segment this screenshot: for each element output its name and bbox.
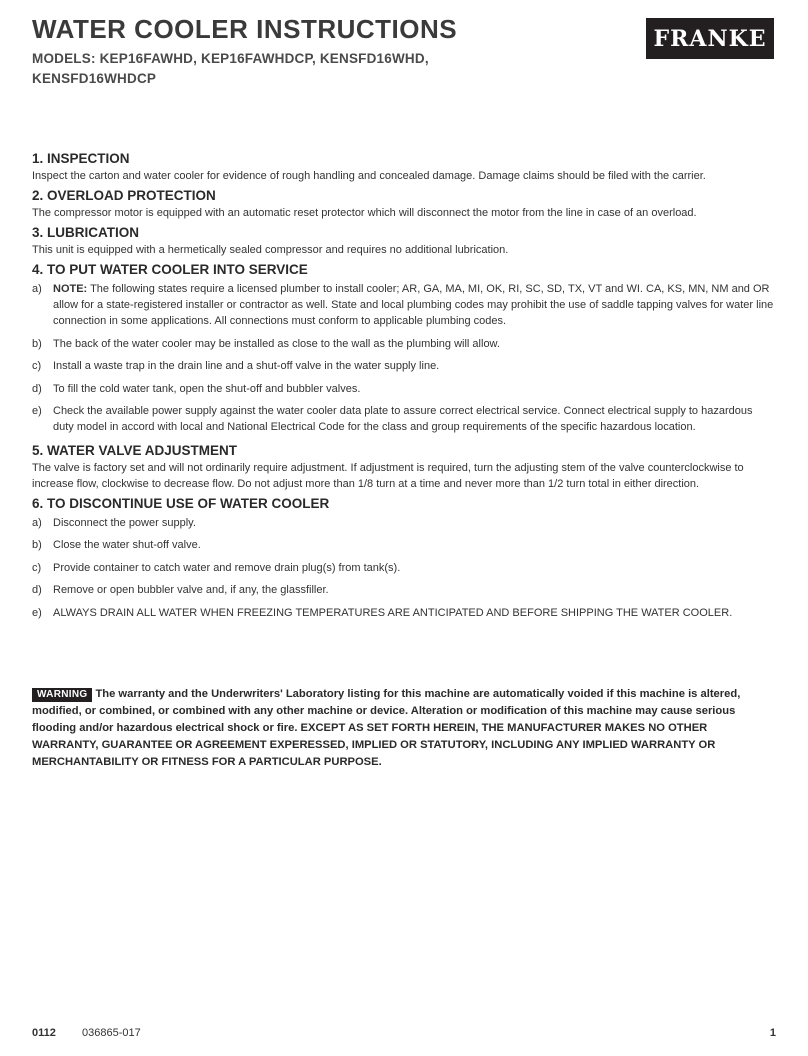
item-text: Remove or open bubbler valve and, if any, the glassfiller. bbox=[53, 584, 329, 596]
section-text: This unit is equipped with a hermetically sealed compressor and requires no additional lubrication. bbox=[32, 244, 509, 256]
warning-notice bbox=[32, 686, 774, 771]
item-text: ALWAYS DRAIN ALL WATER WHEN FREEZING TEMPERATURES ARE ANTICIPATED AND BEFORE SHIPPING THE WATER COOLER. bbox=[53, 606, 733, 619]
section-heading: 1. INSPECTION bbox=[32, 151, 130, 166]
item-letter: c) bbox=[32, 561, 42, 574]
item-text: The following states require a licensed plumber to install cooler; AR, GA, MA, MI, OK, RI, SC, SD, TX, VT and WI. CA, KS, MN, NM and OR allow for a state-registered installer or contractor as well. State and local plumbing codes may prohibit the use of saddle tapping valves for water line connection in some applications. All connections must conform to applicable plumbing codes. bbox=[53, 283, 774, 327]
list-item bbox=[32, 358, 774, 374]
item-letter: d) bbox=[32, 584, 42, 596]
page-number: 1 bbox=[769, 1027, 776, 1039]
section-heading: 2. OVERLOAD PROTECTION bbox=[32, 188, 216, 203]
item-letter: b) bbox=[32, 539, 42, 551]
section-put-into-service bbox=[32, 261, 774, 435]
item-letter: e) bbox=[32, 405, 42, 417]
warning-badge: WARNING bbox=[32, 688, 92, 702]
item-letter: c) bbox=[32, 360, 42, 372]
list-item bbox=[32, 336, 774, 352]
footer-document-number: 036865-017 bbox=[82, 1027, 141, 1039]
item-text: The back of the water cooler may be installed as close to the wall as the plumbing will allow. bbox=[53, 337, 500, 350]
section-inspection bbox=[32, 150, 774, 184]
section-heading: 6. TO DISCONTINUE USE OF WATER COOLER bbox=[32, 495, 330, 511]
list-item bbox=[32, 537, 774, 553]
instructions-body bbox=[32, 150, 774, 627]
document-title: WATER COOLER INSTRUCTIONS bbox=[32, 14, 458, 44]
item-text: Check the available power supply against the water cooler data plate to assure correct electrical service. Connect electrical supply to hazardous duty model in accord with local and National Electrical Code for the class and group requirements of the specific hazardous location. bbox=[53, 405, 753, 433]
section-text: The compressor motor is equipped with an automatic reset protector which will disconnect the motor from the line in case of an overload. bbox=[32, 207, 697, 219]
list-item bbox=[32, 281, 774, 329]
section-overload-protection bbox=[32, 187, 774, 221]
warning-text: The warranty and the Underwriters' Laboratory listing for this machine are automatically voided if this machine is altered, modified, or combined, or combined with any other machine or device. Alteration or modification of this machine may cause serious flooding and/or hazardous electrical shock or fire. EXCEPT AS SET FORTH HEREIN, THE MANUFACTURER MAKES NO OTHER WARRANTY, GUARANTEE OR AGREEMENT EXPERESSED, IMPLIED OR STATUTORY, INCLUDING ANY IMPLIED WARRANTY OR MERCHANTABILITY OR FITNESS FOR A PARTICULAR PURPOSE. bbox=[32, 688, 741, 768]
item-letter: a) bbox=[32, 283, 42, 295]
discontinue-steps-list bbox=[32, 515, 774, 621]
section-heading: 5. WATER VALVE ADJUSTMENT bbox=[32, 442, 238, 458]
item-text: Provide container to catch water and remove drain plug(s) from tank(s). bbox=[53, 561, 401, 574]
item-text: To fill the cold water tank, open the shut-off and bubbler valves. bbox=[53, 382, 361, 395]
section-lubrication bbox=[32, 224, 774, 258]
note-label: NOTE: bbox=[53, 283, 88, 295]
section-heading: 3. LUBRICATION bbox=[32, 225, 139, 240]
section-water-valve-adjustment bbox=[32, 442, 774, 492]
item-letter: a) bbox=[32, 516, 42, 529]
franke-logo: FRANKE bbox=[646, 18, 774, 59]
item-text: Close the water shut-off valve. bbox=[53, 539, 201, 551]
item-letter: b) bbox=[32, 337, 42, 350]
section-text: The valve is factory set and will not ordinarily require adjustment. If adjustment is required, turn the adjusting stem of the valve counterclockwise to increase flow, clockwise to decrease flow. Do not adjust more than 1/8 turn at a time and never more than 1/2 turn total in either direction. bbox=[32, 461, 744, 490]
list-item bbox=[32, 381, 774, 397]
section-discontinue-use bbox=[32, 495, 774, 621]
list-item bbox=[32, 515, 774, 531]
list-item bbox=[32, 605, 774, 621]
item-letter: d) bbox=[32, 382, 42, 395]
footer-date-code: 0112 bbox=[32, 1027, 56, 1039]
section-heading: 4. TO PUT WATER COOLER INTO SERVICE bbox=[32, 262, 308, 277]
list-item bbox=[32, 582, 774, 598]
models-line: MODELS: KEP16FAWHD, KEP16FAWHDCP, KENSFD16WHD, KENSFD16WHDCP bbox=[32, 51, 429, 86]
section-text: Inspect the carton and water cooler for evidence of rough handling and concealed damage. Damage claims should be filed with the carrier. bbox=[32, 170, 706, 182]
item-text: Disconnect the power supply. bbox=[53, 516, 196, 529]
service-steps-list bbox=[32, 281, 774, 435]
item-text: Install a waste trap in the drain line and a shut-off valve in the water supply line. bbox=[53, 360, 440, 372]
list-item bbox=[32, 403, 774, 435]
list-item bbox=[32, 560, 774, 576]
item-letter: e) bbox=[32, 606, 42, 619]
